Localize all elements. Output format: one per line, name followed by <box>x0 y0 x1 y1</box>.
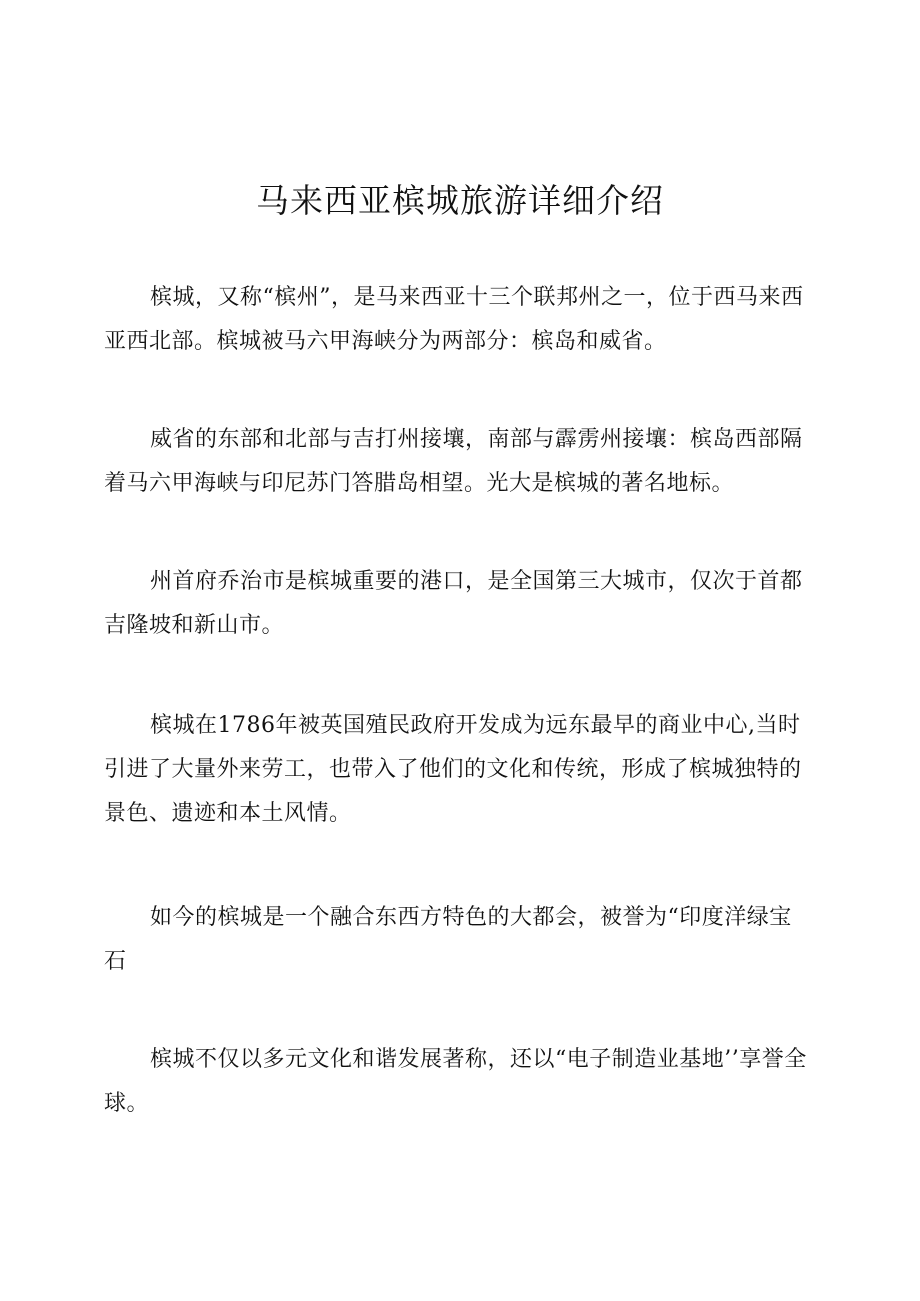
paragraph-history: 槟城在1786年被英国殖民政府开发成为远东最早的商业中心,当时引进了大量外来劳工，也带入了他们的文化和传统，形成了槟城独特的景色、遗迹和本土风情。 <box>104 713 802 826</box>
paragraph-george-town: 州首府乔治市是槟城重要的港口，是全国第三大城市，仅次于首都吉隆坡和新山市。 <box>104 569 803 638</box>
paragraph-borders: 威省的东部和北部与吉打州接壤，南部与霹雳州接壤：槟岛西部隔着马六甲海峡与印尼苏门答腊岛相望。光大是槟城的著名地标。 <box>104 427 803 496</box>
paragraph-electronics: 槟城不仅以多元文化和谐发展著称，还以“电子制造业基地’’享誉全球。 <box>104 1047 807 1116</box>
paragraph-penang-overview: 槟城，又称“槟州”，是马来西亚十三个联邦州之一，位于西马来西亚西北部。槟城被马六甲海峡分为两部分：槟岛和威省。 <box>104 285 804 354</box>
document-title: 马来西亚槟城旅游详细介绍 <box>256 181 664 220</box>
paragraph-metropolis: 如今的槟城是一个融合东西方特色的大都会，被誉为“印度洋绿宝石 <box>104 905 792 974</box>
